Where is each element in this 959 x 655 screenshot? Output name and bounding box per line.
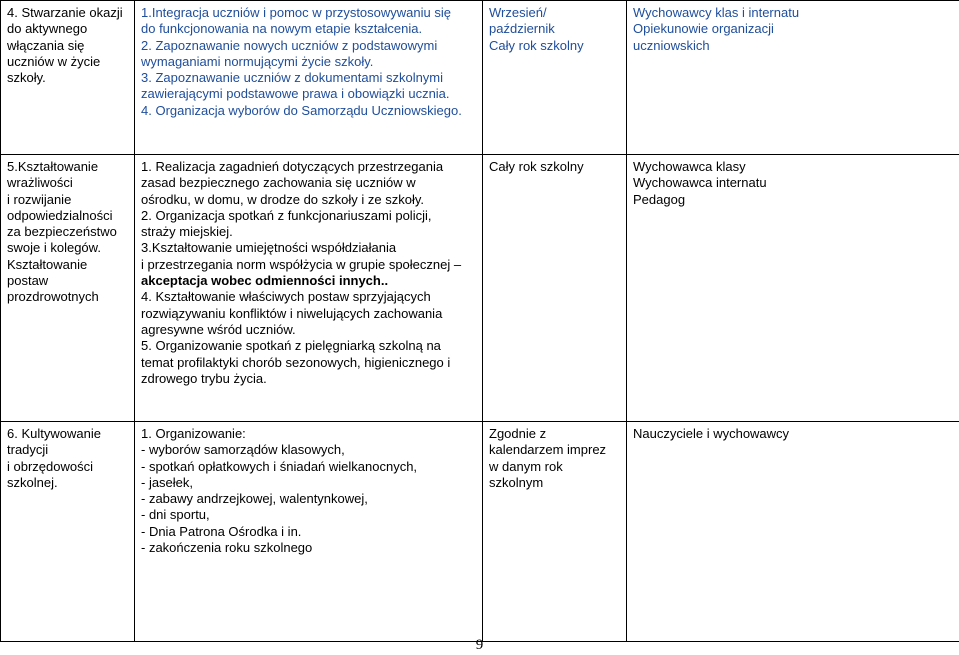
term-line: Zgodnie z xyxy=(489,426,547,441)
task-line: - zabawy andrzejkowej, walentynkowej, xyxy=(141,491,368,507)
task-line-emphasis: akceptacja wobec odmienności innych.. xyxy=(141,273,389,289)
task-line: rozwiązywaniu konfliktów i niwelujących zachowania xyxy=(141,305,443,321)
responsible-line: Nauczyciele i wychowawcy xyxy=(633,426,790,441)
goal-line: uczniów w życie xyxy=(7,53,101,69)
task-line: 1. Realizacja zagadnień dotyczących przestrzegania xyxy=(141,159,444,174)
table-row xyxy=(1,155,959,422)
goal-cell xyxy=(1,422,135,642)
responsible-cell xyxy=(627,1,959,155)
term-cell xyxy=(483,155,627,422)
task-line: 4. Organizacja wyborów do Samorządu Uczniowskiego. xyxy=(141,102,462,118)
term-line: Cały rok szkolny xyxy=(489,37,584,53)
responsible-cell xyxy=(627,155,959,422)
term-cell xyxy=(483,1,627,155)
goal-line: do aktywnego xyxy=(7,21,88,37)
task-line: - wyborów samorządów klasowych, xyxy=(141,442,345,458)
goal-line: odpowiedzialności xyxy=(7,207,113,223)
responsible-line: Wychowawca klasy xyxy=(633,159,746,174)
term-line: Wrzesień/ xyxy=(489,5,547,20)
task-line: zdrowego trybu życia. xyxy=(141,370,267,386)
term-cell xyxy=(483,422,627,642)
goal-line: 5.Kształtowanie xyxy=(7,159,99,174)
responsible-line: Wychowawcy klas i internatu xyxy=(633,5,800,20)
task-line: - zakończenia roku szkolnego xyxy=(141,540,313,556)
task-line: 1. Organizowanie: xyxy=(141,426,246,441)
task-line: 4. Kształtowanie właściwych postaw sprzyjających xyxy=(141,289,431,305)
goal-line: szkolnej. xyxy=(7,474,58,490)
goal-line: prozdrowotnych xyxy=(7,289,99,305)
goal-line: i rozwijanie xyxy=(7,191,72,207)
goal-line: swoje i kolegów. xyxy=(7,240,101,256)
responsible-line: uczniowskich xyxy=(633,37,710,53)
task-line: 2. Organizacja spotkań z funkcjonariuszami policji, xyxy=(141,207,432,223)
task-line: 3. Zapoznawanie uczniów z dokumentami szkolnymi xyxy=(141,70,444,86)
task-line: ośrodku, w domu, w drodze do szkoły i ze szkoły. xyxy=(141,191,424,207)
table-row xyxy=(1,1,959,155)
tasks-cell xyxy=(135,155,483,422)
task-line: temat profilaktyki chorób sezonowych, higienicznego i xyxy=(141,354,451,370)
tasks-cell xyxy=(135,1,483,155)
goal-line: szkoły. xyxy=(7,70,46,86)
goal-line: wrażliwości xyxy=(7,175,73,191)
task-line: wymaganiami normującymi życie szkoły. xyxy=(141,53,374,69)
task-line: - dni sportu, xyxy=(141,507,210,523)
goal-line: Kształtowanie xyxy=(7,256,88,272)
goal-line: tradycji xyxy=(7,442,49,458)
goal-cell xyxy=(1,1,135,155)
responsible-line: Pedagog xyxy=(633,191,686,207)
goal-line: za bezpieczeństwo xyxy=(7,224,117,240)
goal-line: postaw xyxy=(7,273,49,289)
page-number: 9 xyxy=(475,637,484,653)
task-line: zasad bezpiecznego zachowania się uczniów w xyxy=(141,175,416,191)
task-line: - jasełek, xyxy=(141,474,194,490)
term-line: kalendarzem imprez xyxy=(489,442,607,458)
task-line: 5. Organizowanie spotkań z pielęgniarką szkolną na xyxy=(141,338,441,354)
task-line: 3.Kształtowanie umiejętności współdziałania xyxy=(141,240,397,256)
term-line: szkolnym xyxy=(489,474,544,490)
task-line: straży miejskiej. xyxy=(141,224,233,240)
goal-line: włączania się xyxy=(7,37,85,53)
goal-line: 6. Kultywowanie xyxy=(7,426,101,441)
task-line: agresywne wśród uczniów. xyxy=(141,321,296,337)
task-line: do funkcjonowania na nowym etapie kształcenia. xyxy=(141,21,423,37)
tasks-cell xyxy=(135,422,483,642)
task-line: 2. Zapoznawanie nowych uczniów z podstawowymi xyxy=(141,37,438,53)
task-line: zawierającymi podstawowe prawa i obowiązki ucznia. xyxy=(141,86,450,102)
task-line: - spotkań opłatkowych i śniadań wielkanocnych, xyxy=(141,458,418,474)
responsible-line: Wychowawca internatu xyxy=(633,175,767,191)
term-line: październik xyxy=(489,21,555,37)
goal-line: i obrzędowości xyxy=(7,458,93,474)
task-line: - Dnia Patrona Ośrodka i in. xyxy=(141,523,302,539)
goal-line: 4. Stwarzanie okazji xyxy=(7,5,123,20)
responsible-cell xyxy=(627,422,959,642)
term-line: Cały rok szkolny xyxy=(489,159,584,174)
goal-cell xyxy=(1,155,135,422)
task-line: 1.Integracja uczniów i pomoc w przystosowywaniu się xyxy=(141,5,451,20)
task-line: i przestrzegania norm współżycia w grupie społecznej – xyxy=(141,256,462,272)
table-row xyxy=(1,422,959,642)
term-line: w danym rok xyxy=(489,458,563,474)
responsible-line: Opiekunowie organizacji xyxy=(633,21,774,37)
